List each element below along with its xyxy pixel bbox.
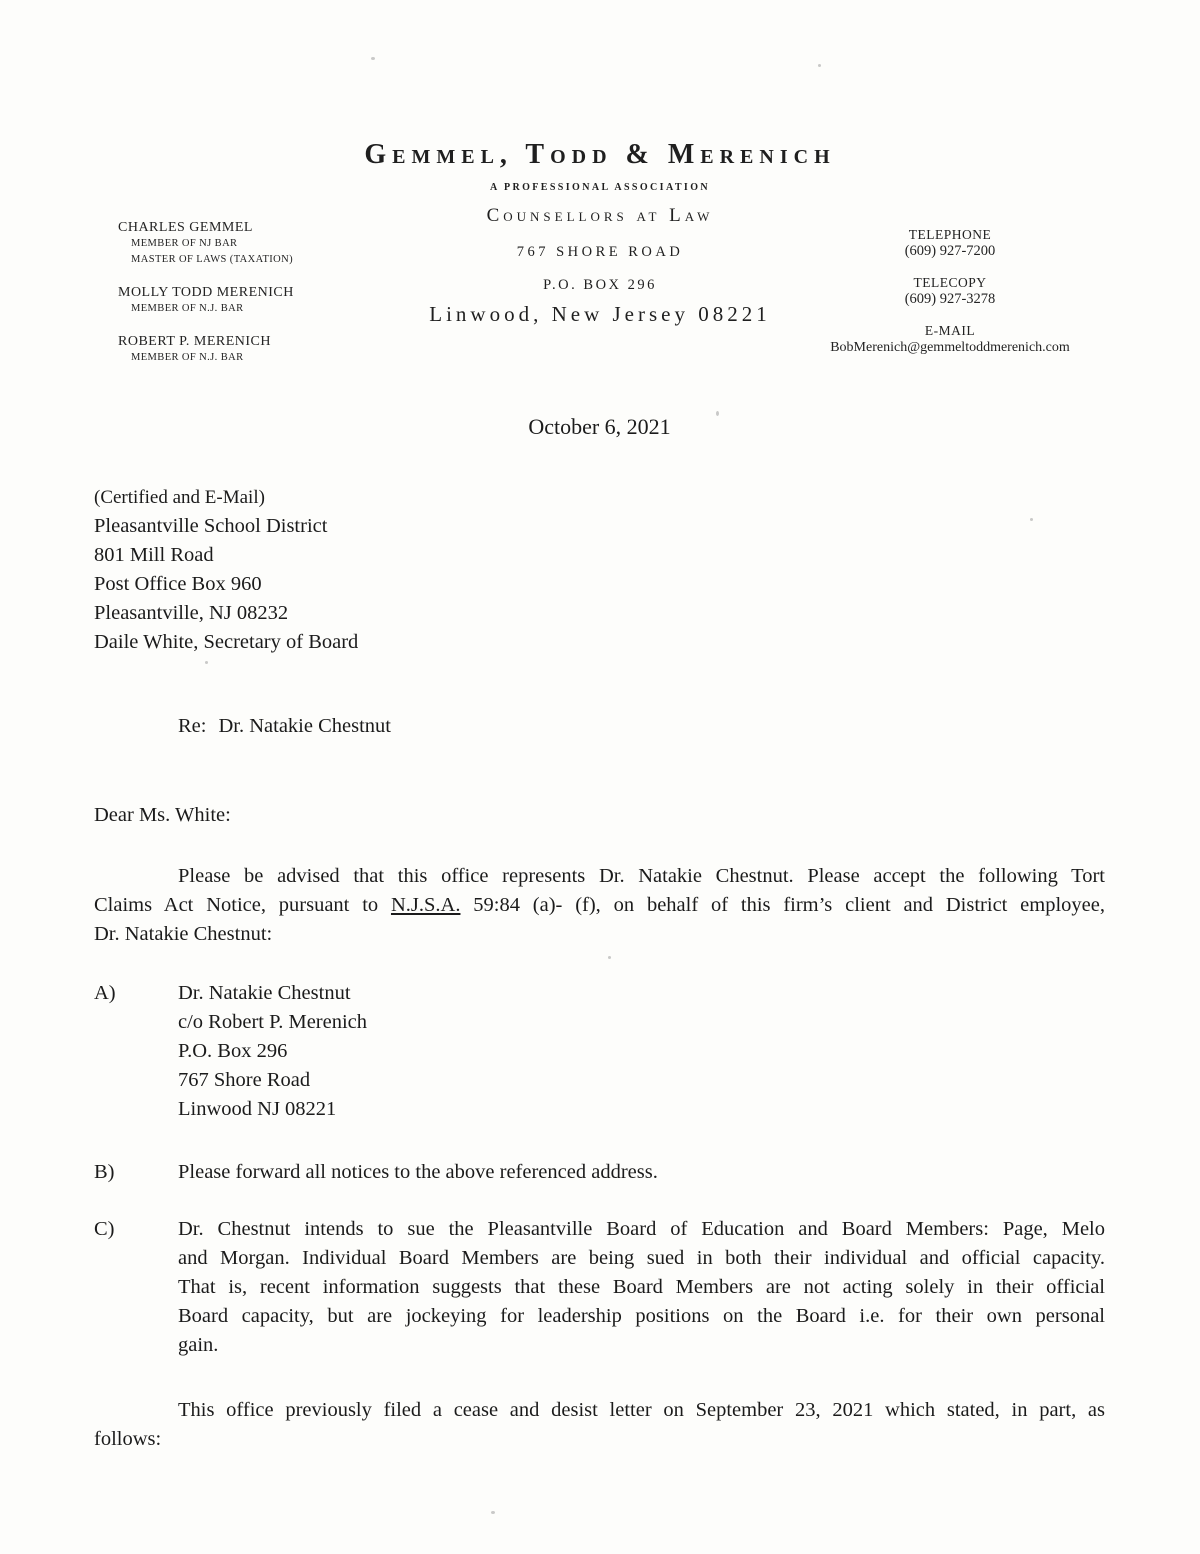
item-content — [178, 1215, 1105, 1360]
contact-entry — [800, 227, 1100, 260]
item-line: Linwood NJ 08221 — [178, 1098, 337, 1120]
scan-speck — [1030, 518, 1033, 521]
recipient-block — [94, 483, 1105, 657]
re-label: Re: — [178, 715, 207, 737]
recipient-line: Pleasantville, NJ 08232 — [94, 602, 289, 624]
firm-name: Gemmel, Todd & Merenich — [364, 139, 836, 170]
opening-paragraph — [94, 862, 1105, 949]
recipient-line: Daile White, Secretary of Board — [94, 631, 359, 653]
item-content: Please forward all notices to the above referenced address. — [178, 1161, 658, 1183]
contact-entry — [800, 323, 1100, 356]
notice-item-b — [94, 1158, 1105, 1187]
closing-paragraph — [94, 1396, 1105, 1454]
scan-speck — [716, 411, 719, 416]
scan-speck — [818, 64, 821, 67]
item-marker: B) — [94, 1161, 115, 1183]
attorney-entry — [118, 284, 294, 317]
item-marker: A) — [94, 982, 116, 1004]
attorney-name: CHARLES GEMMEL — [118, 220, 253, 235]
attorney-entry — [118, 333, 294, 366]
scan-speck — [491, 1511, 495, 1514]
re-subject: Dr. Natakie Chestnut — [218, 715, 391, 737]
contact-label: E-MAIL — [924, 323, 976, 338]
item-line: P.O. Box 296 — [178, 1040, 288, 1062]
scan-speck — [205, 661, 208, 664]
contact-entry — [800, 275, 1100, 308]
recipient-line: Post Office Box 960 — [94, 573, 262, 595]
scan-speck — [371, 57, 375, 60]
notice-item-c — [94, 1215, 1105, 1360]
salutation: Dear Ms. White: — [94, 804, 231, 826]
attorney-credential: MEMBER OF NJ BAR — [131, 238, 238, 249]
item-line: gain. — [178, 1334, 219, 1356]
item-line: That is, recent information suggests that these Board Members are not acting solely in their official — [178, 1276, 1105, 1298]
telecopy-number: (609) 927-3278 — [904, 291, 996, 307]
email-address: BobMerenich@gemmeltoddmerenich.com — [830, 340, 1070, 355]
item-line: Dr. Natakie Chestnut — [178, 982, 351, 1004]
paragraph-line — [94, 891, 1105, 920]
letter-body — [0, 415, 1200, 1454]
item-line: and Morgan. Individual Board Members are being sued in both their individual and official capacity. — [178, 1247, 1105, 1269]
recipient-line: 801 Mill Road — [94, 544, 214, 566]
attorney-credential: MASTER OF LAWS (TAXATION) — [131, 254, 294, 265]
contact-label: TELEPHONE — [908, 227, 992, 242]
item-content — [178, 979, 1105, 1124]
recipient-line: Pleasantville School District — [94, 515, 328, 537]
attorneys-list — [118, 219, 294, 382]
statute-citation: N.J.S.A. — [390, 894, 461, 916]
telephone-number: (609) 927-7200 — [904, 243, 996, 259]
item-line: c/o Robert P. Merenich — [178, 1011, 368, 1033]
firm-po-box: P.O. BOX 296 — [543, 277, 657, 293]
paragraph-line: This office previously filed a cease and desist letter on September 23, 2021 which stated, in part, as — [178, 1399, 1105, 1421]
notice-item-a — [94, 979, 1105, 1124]
item-line: 767 Shore Road — [178, 1069, 311, 1091]
attorney-name: MOLLY TODD MERENICH — [118, 285, 294, 300]
paragraph-line: follows: — [94, 1428, 162, 1450]
item-line: Board capacity, but are jockeying for leadership positions on the Board i.e. for their own personal — [178, 1305, 1105, 1327]
attorney-credential: MEMBER OF N.J. BAR — [131, 303, 244, 314]
letterhead — [0, 0, 1200, 392]
firm-city-line: Linwood, New Jersey 08221 — [429, 302, 771, 326]
firm-street-address: 767 SHORE ROAD — [516, 244, 684, 260]
attorney-credential: MEMBER OF N.J. BAR — [131, 352, 244, 363]
notice-items — [94, 979, 1105, 1360]
attorney-entry — [118, 219, 294, 268]
item-line: Dr. Chestnut intends to sue the Pleasantville Board of Education and Board Members: Page, Melo — [178, 1218, 1105, 1240]
scan-speck — [608, 956, 611, 959]
re-line — [94, 712, 1105, 741]
delivery-method: (Certified and E-Mail) — [94, 487, 265, 508]
paragraph-line: Please be advised that this office represents Dr. Natakie Chestnut. Please accept the following Tort — [178, 865, 1105, 887]
letter-date: October 6, 2021 — [528, 414, 671, 439]
firm-tagline: Counsellors at Law — [486, 205, 714, 226]
paragraph-text: 59:84 (a)- (f), on behalf of this firm’s client and District employee, — [460, 894, 1105, 916]
contact-info — [800, 227, 1100, 371]
firm-association: A PROFESSIONAL ASSOCIATION — [489, 182, 711, 193]
item-marker: C) — [94, 1218, 115, 1240]
paragraph-line: Dr. Natakie Chestnut: — [94, 923, 273, 945]
paragraph-text: Claims Act Notice, pursuant to — [94, 894, 391, 916]
contact-label: TELECOPY — [913, 275, 987, 290]
attorney-name: ROBERT P. MERENICH — [118, 334, 271, 349]
